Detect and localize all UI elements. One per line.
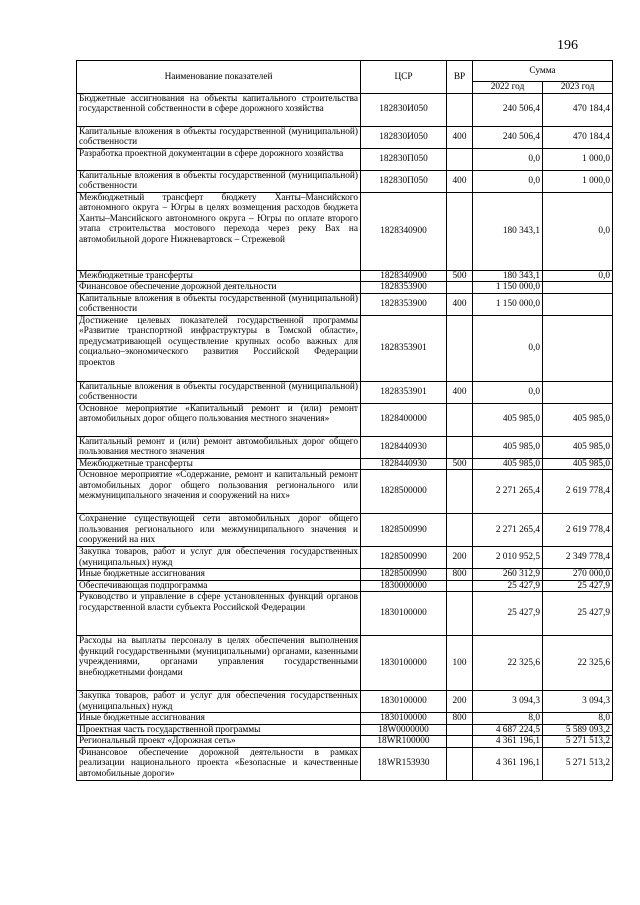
table-row: [77, 470, 613, 514]
table-body: [77, 93, 613, 780]
row-name-cell: Межбюджетные трансферты: [77, 458, 361, 470]
row-name-cell: Финансовое обеспечение дорожной деятельности: [77, 282, 361, 294]
row-vr-cell: [447, 470, 473, 514]
row-2022-cell: 240 506,4: [473, 126, 543, 148]
table-row: [77, 580, 613, 592]
row-2023-cell: 25 427,9: [543, 592, 613, 636]
row-csr-cell: 1828353900: [361, 293, 447, 315]
row-2022-cell: 25 427,9: [473, 580, 543, 592]
row-csr-cell: 182830П050: [361, 148, 447, 170]
header-csr: ЦСР: [361, 61, 447, 94]
row-csr-cell: 1828353901: [361, 315, 447, 381]
row-2022-cell: 1 150 000,0: [473, 293, 543, 315]
row-csr-cell: 1828440930: [361, 458, 447, 470]
table-row: [77, 282, 613, 294]
row-2022-cell: 4 361 196,1: [473, 736, 543, 748]
row-vr-cell: [447, 736, 473, 748]
row-name-cell: Основное мероприятие «Капитальный ремонт и (или) ремонт автомобильных дорог общего пользования местного значения»: [77, 403, 361, 436]
row-vr-cell: [447, 192, 473, 270]
row-vr-cell: [447, 592, 473, 636]
row-vr-cell: [447, 724, 473, 736]
header-year-2022: 2022 год: [473, 82, 543, 94]
row-name-cell: Бюджетные ассигнования на объекты капитального строительства государственной собственности в сфере дорожного хозяйства: [77, 93, 361, 126]
row-csr-cell: 1828440930: [361, 436, 447, 458]
row-2022-cell: 25 427,9: [473, 592, 543, 636]
row-name-cell: Разработка проектной документации в сфере дорожного хозяйства: [77, 148, 361, 170]
row-2023-cell: 2 349 778,4: [543, 547, 613, 569]
row-2023-cell: 2 619 778,4: [543, 470, 613, 514]
row-vr-cell: 800: [447, 713, 473, 725]
row-name-cell: Иные бюджетные ассигнования: [77, 713, 361, 725]
row-csr-cell: 18WR153930: [361, 747, 447, 780]
row-vr-cell: [447, 436, 473, 458]
row-2023-cell: 22 325,6: [543, 636, 613, 691]
row-vr-cell: [447, 403, 473, 436]
row-2023-cell: 25 427,9: [543, 580, 613, 592]
row-csr-cell: 1830000000: [361, 580, 447, 592]
row-2023-cell: 1 000,0: [543, 148, 613, 170]
row-csr-cell: 1830100000: [361, 713, 447, 725]
row-vr-cell: 500: [447, 458, 473, 470]
table-row: [77, 592, 613, 636]
table-row: [77, 636, 613, 691]
table-row: [77, 569, 613, 581]
row-csr-cell: 182830П050: [361, 170, 447, 192]
row-vr-cell: [447, 148, 473, 170]
row-name-cell: Руководство и управление в сфере установленных функций органов государственной власти субъекта Российской Федерации: [77, 592, 361, 636]
row-2022-cell: 0,0: [473, 148, 543, 170]
table-row: [77, 148, 613, 170]
table-row: [77, 170, 613, 192]
page-number: 196: [557, 38, 578, 53]
row-name-cell: Капитальные вложения в объекты государственной (муниципальной) собственности: [77, 293, 361, 315]
row-csr-cell: 1828400000: [361, 403, 447, 436]
row-2023-cell: [543, 293, 613, 315]
row-name-cell: Межбюджетный трансферт бюджету Ханты–Мансийского автономного округа – Югры в целях возмещения расходов бюджета Ханты–Мансийского автономного округа – Югры по оплате второго этапа строительства мостового перехода через реку Вах на автомобильной дороге Нижневартовск – Стрежевой: [77, 192, 361, 270]
row-2023-cell: 470 184,4: [543, 93, 613, 126]
table-row: [77, 270, 613, 282]
row-name-cell: Капитальные вложения в объекты государственной (муниципальной) собственности: [77, 126, 361, 148]
row-vr-cell: 200: [447, 691, 473, 713]
row-csr-cell: 1828340900: [361, 192, 447, 270]
header-sum: Сумма: [473, 61, 613, 82]
row-vr-cell: [447, 580, 473, 592]
row-name-cell: Обеспечивающая подпрограмма: [77, 580, 361, 592]
row-2022-cell: 8,0: [473, 713, 543, 725]
row-2023-cell: [543, 282, 613, 294]
row-2023-cell: [543, 381, 613, 403]
row-2023-cell: 0,0: [543, 270, 613, 282]
row-2023-cell: 1 000,0: [543, 170, 613, 192]
row-csr-cell: 1828353900: [361, 282, 447, 294]
row-2023-cell: 470 184,4: [543, 126, 613, 148]
row-name-cell: Основное мероприятие «Содержание, ремонт и капитальный ремонт автомобильных дорог общего пользования регионального или межмуниципального значения и сооружений на них»: [77, 470, 361, 514]
row-csr-cell: 18WR100000: [361, 736, 447, 748]
row-csr-cell: 182830И050: [361, 126, 447, 148]
table-row: [77, 381, 613, 403]
row-name-cell: Закупка товаров, работ и услуг для обеспечения государственных (муниципальных) нужд: [77, 547, 361, 569]
row-2022-cell: 405 985,0: [473, 458, 543, 470]
row-csr-cell: 1828353901: [361, 381, 447, 403]
row-csr-cell: 18W0000000: [361, 724, 447, 736]
row-2023-cell: 3 094,3: [543, 691, 613, 713]
row-vr-cell: 800: [447, 569, 473, 581]
header-vr: ВР: [447, 61, 473, 94]
row-vr-cell: 200: [447, 547, 473, 569]
row-2023-cell: 405 985,0: [543, 436, 613, 458]
row-2022-cell: 260 312,9: [473, 569, 543, 581]
row-name-cell: Капитальные вложения в объекты государственной (муниципальной) собственности: [77, 381, 361, 403]
row-2022-cell: 22 325,6: [473, 636, 543, 691]
row-2022-cell: 2 010 952,5: [473, 547, 543, 569]
table-row: [77, 547, 613, 569]
row-name-cell: Проектная часть государственной программы: [77, 724, 361, 736]
row-vr-cell: 100: [447, 636, 473, 691]
row-2022-cell: 0,0: [473, 381, 543, 403]
header-name: Наименование показателей: [77, 61, 361, 94]
row-name-cell: Финансовое обеспечение дорожной деятельности в рамках реализации национального проекта «Безопасные и качественные автомобильные дороги»: [77, 747, 361, 780]
row-name-cell: Межбюджетные трансферты: [77, 270, 361, 282]
row-2023-cell: 0,0: [543, 192, 613, 270]
row-csr-cell: 1828500000: [361, 470, 447, 514]
row-2022-cell: 180 343,1: [473, 270, 543, 282]
table-row: [77, 724, 613, 736]
row-vr-cell: 500: [447, 270, 473, 282]
row-vr-cell: 400: [447, 381, 473, 403]
table-row: [77, 691, 613, 713]
row-2022-cell: 2 271 265,4: [473, 514, 543, 547]
row-2022-cell: 405 985,0: [473, 403, 543, 436]
row-vr-cell: [447, 747, 473, 780]
table-row: [77, 514, 613, 547]
row-2023-cell: 5 271 513,2: [543, 736, 613, 748]
row-csr-cell: 1828500990: [361, 547, 447, 569]
row-csr-cell: 1828500990: [361, 569, 447, 581]
row-name-cell: Капитальный ремонт и (или) ремонт автомобильных дорог общего пользования местного значения: [77, 436, 361, 458]
row-name-cell: Расходы на выплаты персоналу в целях обеспечения выполнения функций государственными (муниципальными) органами, казенными учреждениями, органами управления государственными внебюджетными фондами: [77, 636, 361, 691]
row-csr-cell: 1830100000: [361, 691, 447, 713]
row-vr-cell: [447, 514, 473, 547]
row-name-cell: Сохранение существующей сети автомобильных дорог общего пользования регионального или межмуниципального значения и сооружений на них: [77, 514, 361, 547]
row-2023-cell: [543, 315, 613, 381]
row-vr-cell: 400: [447, 293, 473, 315]
row-csr-cell: 1828500990: [361, 514, 447, 547]
row-2022-cell: 0,0: [473, 170, 543, 192]
row-2023-cell: 405 985,0: [543, 403, 613, 436]
row-csr-cell: 182830И050: [361, 93, 447, 126]
table-row: [77, 736, 613, 748]
budget-table: [76, 60, 613, 781]
table-row: [77, 315, 613, 381]
row-vr-cell: [447, 282, 473, 294]
row-csr-cell: 1828340900: [361, 270, 447, 282]
row-2022-cell: 4 687 224,5: [473, 724, 543, 736]
row-2022-cell: 0,0: [473, 315, 543, 381]
table-row: [77, 403, 613, 436]
row-vr-cell: [447, 93, 473, 126]
row-vr-cell: 400: [447, 126, 473, 148]
row-2022-cell: 240 506,4: [473, 93, 543, 126]
row-2023-cell: 5 271 513,2: [543, 747, 613, 780]
row-2022-cell: 1 150 000,0: [473, 282, 543, 294]
table-row: [77, 93, 613, 126]
table-row: [77, 192, 613, 270]
row-2023-cell: 8,0: [543, 713, 613, 725]
table-row: [77, 293, 613, 315]
table-row: [77, 458, 613, 470]
table-row: [77, 436, 613, 458]
table-row: [77, 126, 613, 148]
row-2022-cell: 4 361 196,1: [473, 747, 543, 780]
table-row: [77, 713, 613, 725]
row-2022-cell: 2 271 265,4: [473, 470, 543, 514]
row-name-cell: Иные бюджетные ассигнования: [77, 569, 361, 581]
row-2023-cell: 405 985,0: [543, 458, 613, 470]
row-csr-cell: 1830100000: [361, 636, 447, 691]
row-name-cell: Региональный проект «Дорожная сеть»: [77, 736, 361, 748]
row-2023-cell: 270 000,0: [543, 569, 613, 581]
header-year-2023: 2023 год: [543, 82, 613, 94]
row-name-cell: Достижение целевых показателей государственной программы «Развитие транспортной инфраструктуры в Томской области», предусматривающей осуществление крупных особо важных для социально–экономического развития Российской Федерации проектов: [77, 315, 361, 381]
row-2022-cell: 3 094,3: [473, 691, 543, 713]
row-2023-cell: 5 589 093,2: [543, 724, 613, 736]
row-name-cell: Закупка товаров, работ и услуг для обеспечения государственных (муниципальных) нужд: [77, 691, 361, 713]
row-vr-cell: [447, 315, 473, 381]
table-row: [77, 747, 613, 780]
row-vr-cell: 400: [447, 170, 473, 192]
row-2022-cell: 180 343,1: [473, 192, 543, 270]
row-csr-cell: 1830100000: [361, 592, 447, 636]
row-name-cell: Капитальные вложения в объекты государственной (муниципальной) собственности: [77, 170, 361, 192]
row-2023-cell: 2 619 778,4: [543, 514, 613, 547]
row-2022-cell: 405 985,0: [473, 436, 543, 458]
